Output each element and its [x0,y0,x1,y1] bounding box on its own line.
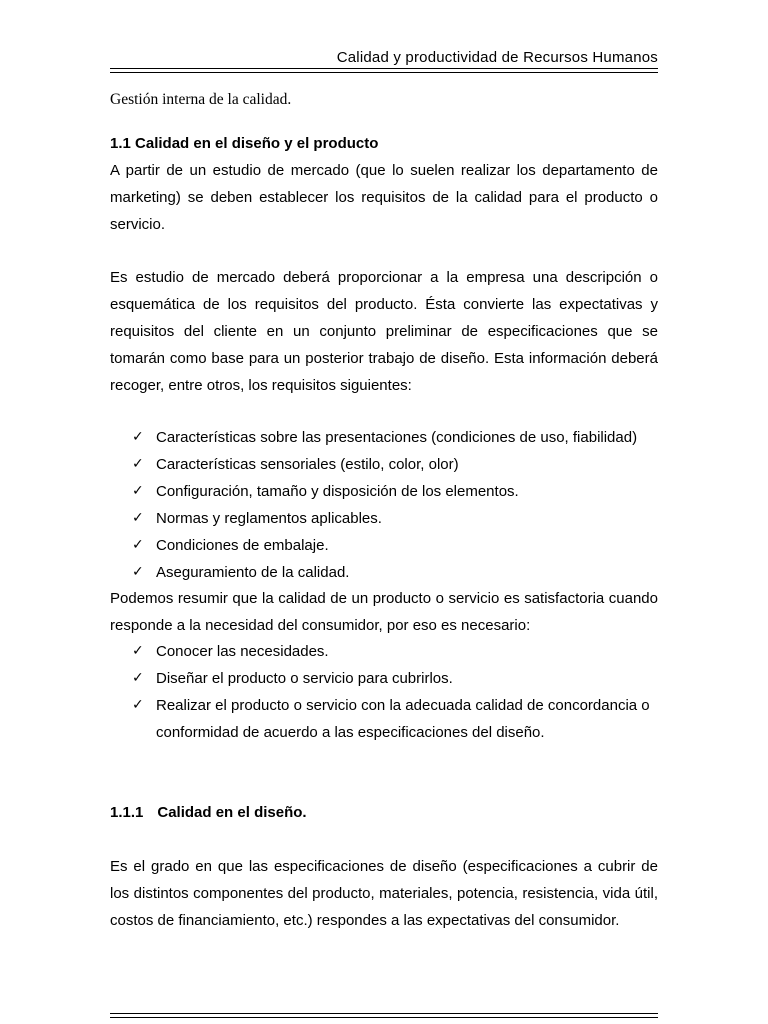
list-item-text: Condiciones de embalaje. [156,537,329,554]
list-item [110,532,658,559]
necessities-list [110,638,658,746]
footer-rule-bottom [110,1017,658,1018]
list-item [110,424,658,451]
list-item-text: Conocer las necesidades. [156,643,329,660]
header-rule-bottom [110,72,658,73]
checkmark-icon: ✓ [132,537,144,553]
subsection-title: Calidad en el diseño. [157,804,307,821]
paragraph-2: Es estudio de mercado deberá proporcionar a la empresa una descripción o esquemática de los requisitos del producto. Ésta convierte las expectativas y requisitos del cliente en un conjunto preliminar de especificaciones que se tomarán como base para un posterior trabajo de diseño. Esta información deberá recoger, entre otros, los requisitos siguientes: [110,269,658,394]
list-item [110,478,658,505]
checkmark-icon: ✓ [132,456,144,472]
checkmark-icon: ✓ [132,564,144,580]
list-item-text: Configuración, tamaño y disposición de los elementos. [156,483,519,500]
checkmark-icon: ✓ [132,697,144,713]
checkmark-icon: ✓ [132,643,144,659]
requirements-list [110,424,658,586]
list-item [110,665,658,692]
list-item-text: Normas y reglamentos aplicables. [156,510,382,527]
list-item [110,692,658,746]
checkmark-icon: ✓ [132,510,144,526]
paragraph-3: Podemos resumir que la calidad de un producto o servicio es satisfactoria cuando responde a la necesidad del consumidor, por eso es necesario: [110,590,658,634]
checkmark-icon: ✓ [132,670,144,686]
subsection-heading [110,804,658,821]
checkmark-icon: ✓ [132,483,144,499]
list-item [110,451,658,478]
header-title: Calidad y productividad de Recursos Humanos [336,49,658,66]
section-heading: 1.1 Calidad en el diseño y el producto [110,135,379,152]
list-item-text: Realizar el producto o servicio con la adecuada calidad de concordancia o conformidad de acuerdo a las especificaciones del diseño. [156,697,650,741]
footer-rule-top [110,1013,658,1014]
subsection-number: 1.1.1 [110,804,144,821]
list-item-text: Características sobre las presentaciones (condiciones de uso, fiabilidad) [156,429,638,446]
intro-line: Gestión interna de la calidad. [110,91,292,108]
list-item-text: Características sensoriales (estilo, color, olor) [156,456,459,473]
list-item [110,505,658,532]
list-item-text: Aseguramiento de la calidad. [156,564,350,581]
paragraph-1: A partir de un estudio de mercado (que lo suelen realizar los departamento de marketing) se deben establecer los requisitos de la calidad para el producto o servicio. [110,162,658,233]
list-item [110,638,658,665]
list-item-text: Diseñar el producto o servicio para cubrirlos. [156,670,453,687]
subsection-paragraph: Es el grado en que las especificaciones de diseño (especificaciones a cubrir de los distintos componentes del producto, materiales, potencia, resistencia, vida útil, costos de financiamiento, etc.) respondes a las expectativas del consumidor. [110,858,658,929]
checkmark-icon: ✓ [132,429,144,445]
header-rule-top [110,68,658,69]
list-item [110,559,658,586]
